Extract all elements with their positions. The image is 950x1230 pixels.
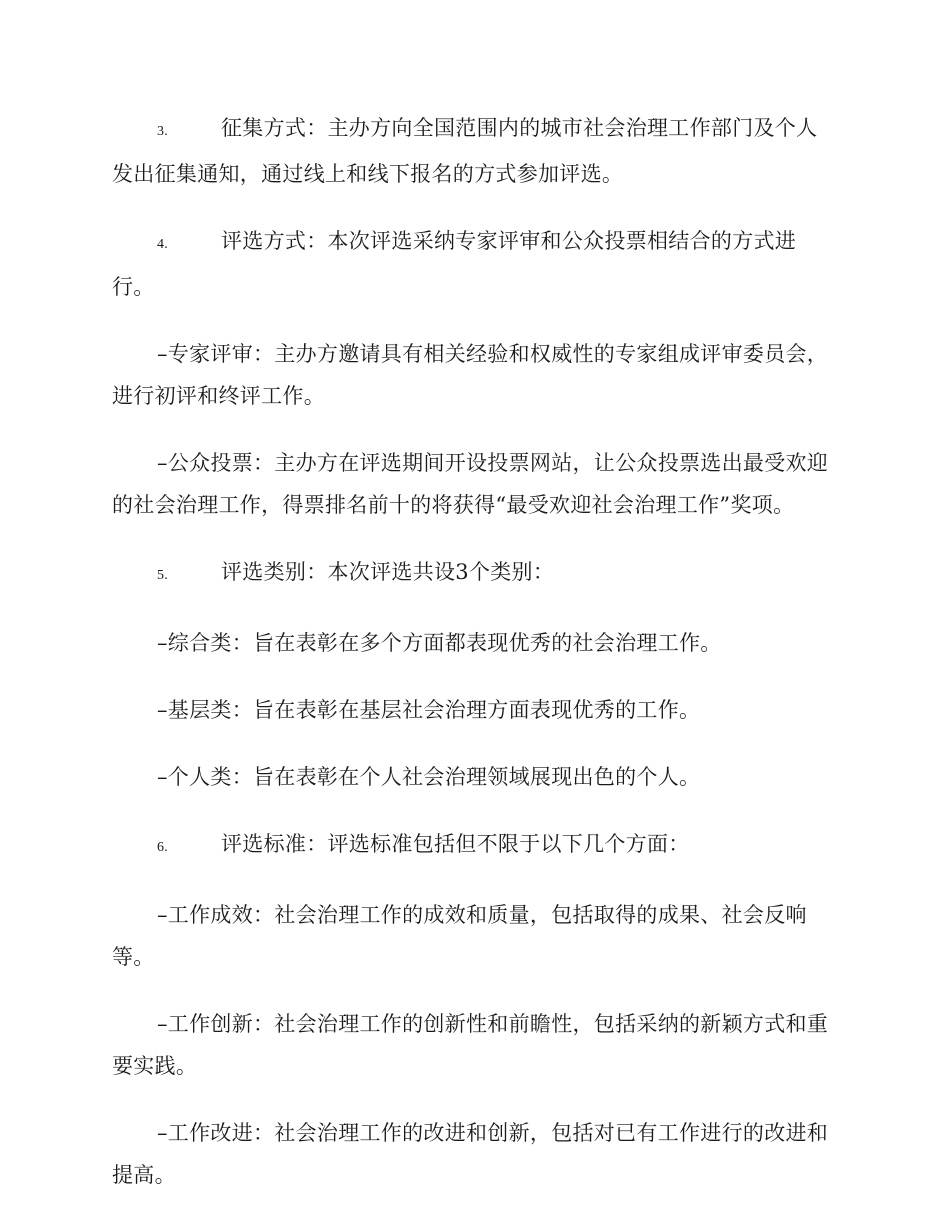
paragraph-text: –工作改进：社会治理工作的改进和创新，包括对已有工作进行的改进和提高。 [112, 1121, 829, 1187]
paragraph-expert-review [112, 333, 832, 417]
paragraph-text: –工作创新：社会治理工作的创新性和前瞻性，包括采纳的新颖方式和重要实践。 [112, 1012, 829, 1078]
paragraph-category-individual [112, 756, 832, 798]
paragraph-text: –公众投票：主办方在评选期间开设投票网站，让公众投票选出最受欢迎的社会治理工作，得票排名前十的将获得“最受欢迎社会治理工作”奖项。 [112, 451, 829, 517]
paragraph-text: 征集方式：主办方向全国范围内的城市社会治理工作部门及个人发出征集通知，通过线上和线下报名的方式参加评选。 [112, 116, 818, 186]
list-number: 3. [157, 124, 169, 139]
list-number: 6. [157, 840, 169, 855]
paragraph-text: –基层类：旨在表彰在基层社会治理方面表现优秀的工作。 [157, 698, 701, 722]
list-number: 5. [157, 568, 169, 583]
paragraph-categories [112, 551, 832, 597]
paragraph-text: –个人类：旨在表彰在个人社会治理领域展现出色的个人。 [157, 765, 701, 789]
paragraph-selection-method [112, 220, 832, 308]
list-number: 4. [157, 237, 169, 252]
paragraph-criteria-innovation [112, 1003, 832, 1087]
paragraph-text: 评选类别：本次评选共设3个类别： [221, 560, 555, 584]
paragraph-public-vote [112, 442, 832, 526]
paragraph-text: –综合类：旨在表彰在多个方面都表现优秀的社会治理工作。 [157, 631, 722, 655]
document-body [112, 107, 832, 1221]
paragraph-category-grassroots [112, 689, 832, 731]
paragraph-text: 评选标准：评选标准包括但不限于以下几个方面： [221, 832, 690, 856]
paragraph-text: –专家评审：主办方邀请具有相关经验和权威性的专家组成评审委员会，进行初评和终评工作。 [112, 342, 829, 408]
paragraph-criteria-improvement [112, 1112, 832, 1196]
paragraph-text: –工作成效：社会治理工作的成效和质量，包括取得的成果、社会反响等。 [112, 903, 807, 969]
paragraph-criteria [112, 823, 832, 869]
paragraph-collection-method [112, 107, 832, 195]
paragraph-text: 评选方式：本次评选采纳专家评审和公众投票相结合的方式进行。 [112, 229, 797, 299]
paragraph-category-comprehensive [112, 622, 832, 664]
paragraph-criteria-effectiveness [112, 894, 832, 978]
